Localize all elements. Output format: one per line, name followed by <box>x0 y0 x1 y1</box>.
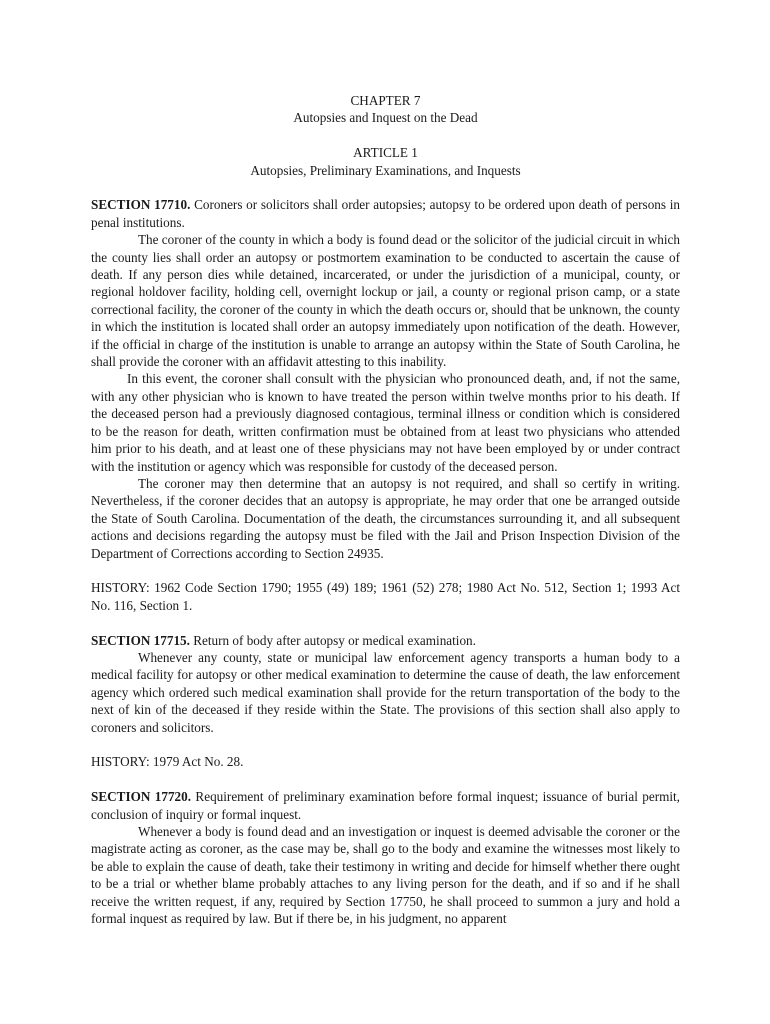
section-label: SECTION 17715. <box>91 632 190 648</box>
section-caption: Return of body after autopsy or medical examination. <box>189 632 476 648</box>
section-17720-paragraph-1: Whenever a body is found dead and an investigation or inquest is deemed advisable the coroner or the magistrate acting as coroner, as the case may be, shall go to the body and examine the witnesses most likely to be able to explain the cause of death, take their testimony in writing and decide for himself whether there ought to be a trial or whether blame probably attaches to any living person for the death, and if so and if he shall receive the written request, if any, required by Section 17750, he shall proceed to summon a jury and hold a formal inquest as required by law. But if there be, in his judgment, no apparent <box>91 823 680 926</box>
section-17710-history: HISTORY: 1962 Code Section 1790; 1955 (49) 189; 1961 (52) 278; 1980 Act No. 512, Section 1; 1993 Act No. 116, Section 1. <box>91 580 680 613</box>
section-17715-history: HISTORY: 1979 Act No. 28. <box>91 754 244 770</box>
section-17720-heading <box>91 788 680 823</box>
section-17710-paragraph-3: The coroner may then determine that an autopsy is not required, and shall so certify in writing. Nevertheless, if the coroner decides that an autopsy is appropriate, he may order that one be arranged outside the State of South Carolina. Documentation of the death, the circumstances surrounding it, and all subsequent actions and decisions regarding the autopsy must be filed with the Jail and Prison Inspection Division of the Department of Corrections according to Section 24935. <box>91 475 680 561</box>
section-caption: Requirement of preliminary examination before formal inquest; issuance of burial permit, conclusion of inquiry or formal inquest. <box>91 789 680 822</box>
section-caption: Coroners or solicitors shall order autopsies; autopsy to be ordered upon death of persons in penal institutions. <box>91 197 680 230</box>
chapter-heading: CHAPTER 7 <box>350 93 421 108</box>
article-heading: ARTICLE 1 <box>353 145 418 161</box>
section-label: SECTION 17710. <box>91 197 191 213</box>
chapter-title: Autopsies and Inquest on the Dead <box>293 110 478 126</box>
section-17710-heading <box>91 196 680 231</box>
section-label: SECTION 17720. <box>91 789 192 805</box>
section-17710-paragraph-1: The coroner of the county in which a body is found dead or the solicitor of the judicial circuit in which the county lies shall order an autopsy or postmortem examination to be conducted to ascertain the cause of death. If any person dies while detained, incarcerated, or under the jurisdiction of a municipal, county, or regional holdover facility, holding cell, overnight lockup or jail, a county or regional prison camp, or a state correctional facility, the coroner of the county in which the death occurs or, should that be unknown, the county in which the institution is located shall order an autopsy immediately upon notification of the death. However, if the official in charge of the institution is unable to arrange an autopsy within the State of South Carolina, he shall provide the coroner with an affidavit attesting to this inability. <box>91 232 681 370</box>
document-page <box>91 92 680 927</box>
article-title: Autopsies, Preliminary Examinations, and Inquests <box>250 162 521 178</box>
section-17715-paragraph-1: Whenever any county, state or municipal law enforcement agency transports a human body to a medical facility for autopsy or other medical examination to determine the cause of death, the law enforcement agency which ordered such medical examination shall provide for the return transportation of the body to the next of kin of the deceased if they reside within the State. The provisions of this section shall also apply to coroners and solicitors. <box>91 649 680 735</box>
section-17710-paragraph-2: In this event, the coroner shall consult with the physician who pronounced death, and, if not the same, with any other physician who is known to have treated the person within twelve months prior to his death. If the deceased person had a previously diagnosed contagious, terminal illness or condition which is considered to be the reason for death, written confirmation must be obtained from at least two physicians who attended him prior to his death, and at least one of these physicians may not have been employed by or under contract with the institution or agency which was responsible for custody of the deceased person. <box>91 371 680 474</box>
section-17715-heading <box>91 632 680 649</box>
